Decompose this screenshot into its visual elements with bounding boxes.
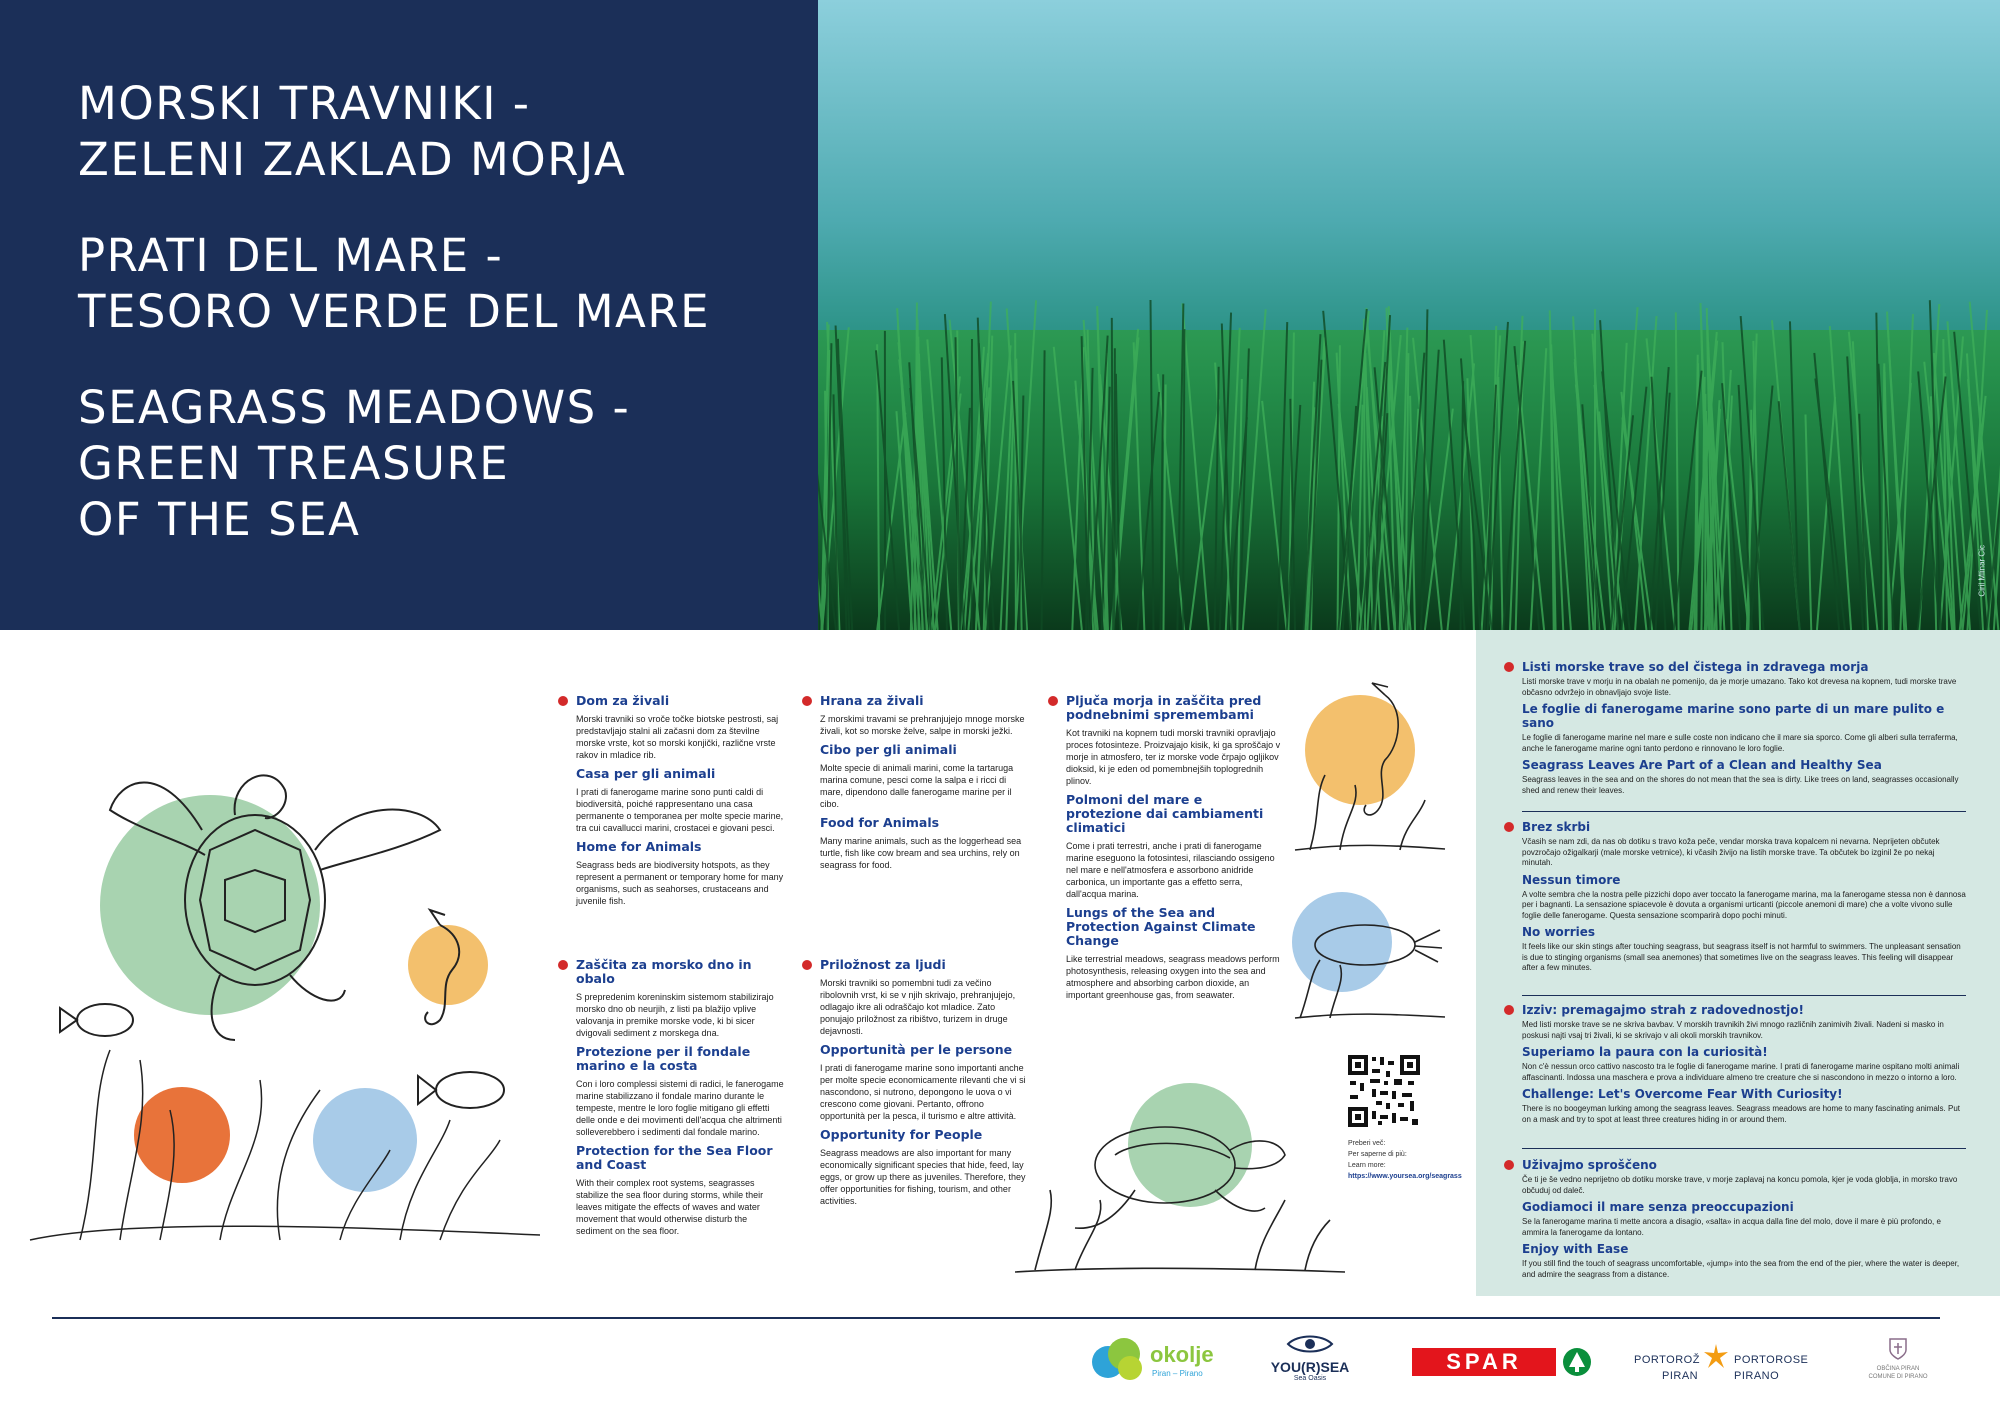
bullet-dot	[1504, 1005, 1514, 1015]
seagrass-photo	[818, 0, 2000, 630]
body-english: Seagrass meadows are also important for many economically significant species that hide, feed, lay eggs, or grow up there as juveniles. Therefore, they offer opportunities for fishing, tourism, and other activities.	[820, 1148, 1026, 1206]
body-english: Like terrestrial meadows, seagrass meadows perform photosynthesis, releasing oxygen into the sea and atmosphere and absorbing carbon dioxide, an important greenhouse gas, from seawater.	[1066, 954, 1280, 1000]
obcina-piran-logo	[1860, 1338, 1936, 1388]
tip-curiosity	[1522, 1003, 1966, 1128]
title-english	[78, 380, 630, 548]
starfish-orange	[134, 1087, 230, 1183]
heading-english: Seagrass Leaves Are Part of a Clean and Healthy Sea	[1522, 758, 1882, 772]
body-italian: Con i loro complessi sistemi di radici, le fanerogame marine stabilizzano il fondale marino durante le tempeste, mentre le loro foglie mitigano gli effetti delle onde e dei movimenti dell'acqua che altrimenti solleverebbero i sedimenti dal fondale marino.	[576, 1079, 784, 1137]
photo-credit: Ciril Mlinar Cic	[1978, 545, 1987, 597]
title-line: GREEN TREASURE	[78, 437, 510, 490]
heading-italian: Cibo per gli animali	[820, 742, 957, 757]
grass-blade	[1183, 329, 1184, 630]
bullet-dot	[1504, 662, 1514, 672]
section-home-for-animals	[576, 694, 786, 911]
qr-caption-it: Per saperne di più:	[1348, 1151, 1407, 1158]
heading-italian: Nessun timore	[1522, 872, 1621, 887]
portoroz-text-2: PORTOROSE	[1734, 1354, 1809, 1366]
body-italian: A volte sembra che la nostra pelle pizzichi dopo aver toccato la fanerogame marina, ma la fanerogame stessa non è dannosa per i bagnanti. La sensazione spiacevole è dovuta a organismi urticanti (piccole anemoni di mare) che a volte vivono sulle foglie delle fanerogame. Questa sensazione scomparirà dopo pochi minuti.	[1522, 889, 1966, 920]
heading-slovenian: Izziv: premagajmo strah z radovednostjo!	[1522, 1003, 1804, 1017]
spar-tree-icon	[1562, 1347, 1592, 1377]
bullet-dot	[1504, 1160, 1514, 1170]
spar-logo	[1412, 1348, 1596, 1376]
body-slovenian: Če ti je še vedno neprijetno ob dotiku morske trave, v morje zaplavaj na koncu pomola, kjer je voda globlja, in morsko travo občuduj od daleč.	[1522, 1175, 1958, 1195]
body-italian: Se la fanerogame marina ti mette ancora a disagio, «salta» in acqua dalla fine del molo, dove il mare è più profondo, e ammira la fanerogame da lontano.	[1522, 1217, 1941, 1237]
body-italian: Non c'è nessun orco cattivo nascosto tra le foglie di fanerogame marine. I prati di fanerogame marine ospitano molti animali affascinanti. Indossa una maschera e prova a individuare almeno tre creature che si nascondono in mezzo o intorno a loro.	[1522, 1062, 1960, 1082]
portoroz-star-icon	[1704, 1344, 1728, 1368]
seahorse-illustration	[1290, 665, 1450, 855]
title-line: ZELENI ZAKLAD MORJA	[78, 133, 627, 186]
body-english: It feels like our skin stings after touching seagrass, but seagrass itself is not harmful to swimmers. The unpleasant sensation is due to stinging organisms (small sea anemones) that sometimes live on the seagrass leaves. This feeling will disappear after a few minutes.	[1522, 942, 1961, 972]
bullet-dot	[802, 696, 812, 706]
bullet-dot	[1048, 696, 1058, 706]
body-english: With their complex root systems, seagrasses stabilize the sea floor during storms, while their leaves mitigate the effects of waves and water movement that would otherwise disturb the sediment on the sea floor.	[576, 1178, 764, 1236]
obcina-text-2: COMUNE DI PIRANO	[1868, 1374, 1928, 1380]
qr-code[interactable]	[1348, 1055, 1420, 1127]
spar-wordmark: SPAR	[1412, 1348, 1556, 1376]
tips-panel	[1476, 630, 2000, 1296]
heading-english: Food for Animals	[820, 815, 940, 830]
section-opportunity	[820, 958, 1030, 1211]
section-food-for-animals	[820, 694, 1030, 875]
heading-italian: Casa per gli animali	[576, 766, 716, 781]
heading-slovenian: Zaščita za morsko dno in obalo	[576, 957, 752, 986]
portoroz-text-4: PIRANO	[1734, 1370, 1780, 1382]
title-line: OF THE SEA	[78, 493, 361, 546]
body-italian: Come i prati terrestri, anche i prati di fanerogame marine eseguono la fotosintesi, rilasciando ossigeno nel mare e nell'atmosfera e assorbono anidride carbonica, un importante gas a effetto serra, dall'acqua marina.	[1066, 841, 1275, 899]
fish-drawing	[60, 1004, 504, 1108]
yoursea-name: YOU(R)SEA	[1270, 1359, 1350, 1375]
heading-slovenian: Dom za živali	[576, 693, 670, 708]
heading-italian: Opportunità per le persone	[820, 1042, 1013, 1057]
title-italian	[78, 228, 710, 340]
yoursea-sub: Sea Oasis	[1293, 1375, 1327, 1382]
heading-italian: Godiamoci il mare senza preoccupazioni	[1522, 1200, 1794, 1214]
heading-italian: Protezione per il fondale marino e la costa	[576, 1044, 751, 1073]
bullet-dot	[558, 696, 568, 706]
qr-link[interactable]: https://www.yoursea.org/seagrass	[1348, 1173, 1462, 1180]
heading-slovenian: Hrana za živali	[820, 693, 924, 708]
eye-icon	[1286, 1334, 1334, 1354]
body-italian: I prati di fanerogame marine sono importanti anche per molte specie economicamente rilevanti che vi si nascondono, si nutrono, depongono le uova o vi crescono come giovani. Pertanto, offrono opportunità per la pesca, il turismo e altre attività.	[820, 1063, 1026, 1121]
body-english: Many marine animals, such as the loggerhead sea turtle, fish like cow bream and sea urchins, rely on seagrass for food.	[820, 836, 1022, 870]
green-circle	[100, 795, 320, 1015]
body-slovenian: Listi morske trave v morju in na obalah ne pomenijo, da je morje umazano. Tako kot drevesa na kopnem, tudi morske trave občasno odvržejo in obnavljajo svoje liste.	[1522, 677, 1957, 697]
section-lungs-of-the-sea	[1066, 694, 1281, 1005]
body-english: Seagrass beds are biodiversity hotspots, as they represent a permanent or temporary home for many organisms, such as seahorses, crustaceans and juvenile fish.	[576, 860, 784, 906]
portoroz-text-3: PIRAN	[1662, 1370, 1699, 1382]
seagrass-photo-image	[818, 0, 2000, 630]
body-slovenian: Morski travniki so vroče točke biotske pestrosti, saj predstavljajo stalni ali začasni dom za številne morske vrste, kot so morski konjički, različne vrste rakov in mladice rib.	[576, 714, 779, 760]
title-line: PRATI DEL MARE -	[78, 229, 504, 282]
title-line: MORSKI TRAVNIKI -	[78, 77, 531, 130]
portoroz-logo	[1634, 1350, 1810, 1386]
heading-slovenian: Brez skrbi	[1522, 820, 1591, 834]
title-line: TESORO VERDE DEL MARE	[78, 285, 711, 338]
okolje-sub: Piran – Pirano	[1152, 1369, 1203, 1378]
heading-english: Lungs of the Sea and Protection Against Climate Change	[1066, 905, 1256, 948]
cuttlefish-illustration	[1290, 880, 1450, 1020]
body-slovenian: Med listi morske trave se ne skriva bavbav. V morskih travnikih živi mnogo različnih zanimivih živali. Nadeni si masko in poskusi najti vsaj tri živali, ki se skrivajo v ali okoli morskih travnikov.	[1522, 1020, 1944, 1040]
heading-slovenian: Listi morske trave so del čistega in zdravega morja	[1522, 660, 1869, 674]
bullet-dot	[558, 960, 568, 970]
heading-slovenian: Pljuča morja in zaščita pred podnebnimi spremembami	[1066, 693, 1262, 722]
divider	[1522, 811, 1966, 812]
coat-of-arms-icon	[1889, 1338, 1907, 1360]
footer-divider	[52, 1317, 1940, 1319]
bullet-dot	[1504, 822, 1514, 832]
grass-blade	[1114, 348, 1115, 630]
heading-english: No worries	[1522, 925, 1596, 939]
heading-english: Opportunity for People	[820, 1127, 983, 1142]
tip-enjoy	[1522, 1158, 1966, 1283]
sea-turtle-illustration	[1015, 1080, 1345, 1275]
title-slovenian	[78, 76, 626, 188]
divider	[1522, 995, 1966, 996]
body-italian: Le foglie di fanerogame marine nel mare e sulle coste non indicano che il mare sia sporco. Come gli alberi sulla terraferma, anche le fanerogame marine ogni tanto perdono e rinnovano le loro foglie.	[1522, 733, 1958, 753]
grass-drawing	[30, 1050, 540, 1240]
okolje-icon	[1090, 1336, 1146, 1382]
body-slovenian: Morski travniki so pomembni tudi za večino ribolovnih vrst, ki se v njih skrivajo, prehranjujejo, odlagajo ikre ali odraščajo kot mladice. Zato ponujajo priložnost za ribištvo, turizem in druge dejavnosti.	[820, 978, 1016, 1036]
body-italian: Molte specie di animali marini, come la tartaruga marina comune, pesci come la salpa e i ricci di mare, dipendono dalle fanerogame marine per il cibo.	[820, 763, 1014, 809]
body-slovenian: Kot travniki na kopnem tudi morski travniki opravljajo proces fotosinteze. Proizvajajo kisik, ki ga sproščajo v morje in atmosfero, ter iz morske vode črpajo ogljikov dioksid, ki je eden od pomembnejših toplogrednih plinov.	[1066, 728, 1281, 786]
portoroz-text-1: PORTOROŽ	[1634, 1354, 1700, 1366]
heading-english: Protection for the Sea Floor and Coast	[576, 1143, 773, 1172]
body-slovenian: S prepredenim koreninskim sistemom stabilizirajo morsko dno ob neurjih, z listi pa blažijo vplive valovanja in premike morske vode, ki bi sicer dvigovali sediment z morskega dna.	[576, 992, 774, 1038]
turtle-illustration	[20, 720, 560, 1260]
body-slovenian: Včasih se nam zdi, da nas ob dotiku s travo koža peče, vendar morska trava kopalcem ni nevarna. Neprijeten občutek povzročajo ožigalkarji (male morske vetrnice), ki včasih živijo na listih morske trave. Ta občutek bo izginil že po nekaj minutah.	[1522, 837, 1940, 867]
heading-english: Enjoy with Ease	[1522, 1242, 1629, 1256]
grass-blade	[1112, 318, 1113, 630]
divider	[1522, 1148, 1966, 1149]
body-english: If you still find the touch of seagrass uncomfortable, «jump» into the sea from the end of the pier, where the water is deeper, and admire the seagrass from a distance.	[1522, 1259, 1960, 1279]
bullet-dot	[802, 960, 812, 970]
section-protection	[576, 958, 786, 1241]
heading-english: Home for Animals	[576, 839, 702, 854]
yoursea-logo	[1262, 1334, 1358, 1390]
heading-slovenian: Priložnost za ljudi	[820, 957, 946, 972]
orange-circle	[408, 925, 488, 1005]
title-line: SEAGRASS MEADOWS -	[78, 381, 631, 434]
blue-circle	[313, 1088, 417, 1192]
tip-clean-sea	[1522, 660, 1966, 799]
heading-italian: Polmoni del mare e protezione dai cambiamenti climatici	[1066, 792, 1264, 835]
body-italian: I prati di fanerogame marine sono punti caldi di biodiversità, poiché rappresentano una casa permanente o temporanea per molte specie marine, tra cui cavallucci marini, crostacei e giovani pesci.	[576, 787, 784, 833]
okolje-name: okolje	[1150, 1342, 1214, 1367]
header-panel	[0, 0, 818, 630]
obcina-text-1: OBČINA PIRAN	[1876, 1366, 1920, 1372]
okolje-logo	[1090, 1336, 1220, 1386]
body-english: Seagrass leaves in the sea and on the shores do not mean that the sea is dirty. Like trees on land, seagrasses occasionally shed and renew their leaves.	[1522, 775, 1959, 795]
body-english: There is no boogeyman lurking among the seagrass leaves. Seagrass meadows are home to many fascinating animals. Put on a mask and try to spot at least three creatures hiding in or around them.	[1522, 1104, 1961, 1124]
grass-blade	[1883, 367, 1884, 631]
heading-italian: Le foglie di fanerogame marine sono parte di un mare pulito e sano	[1522, 702, 1945, 730]
qr-caption-sl: Preberi več:	[1348, 1140, 1386, 1147]
heading-english: Challenge: Let's Overcome Fear With Curiosity!	[1522, 1087, 1843, 1101]
body-slovenian: Z morskimi travami se prehranjujejo mnoge morske živali, kot so morske želve, salpe in morski ježki.	[820, 714, 1025, 736]
heading-italian: Superiamo la paura con la curiosità!	[1522, 1045, 1768, 1059]
qr-caption	[1348, 1138, 1478, 1182]
qr-caption-en: Learn more:	[1348, 1162, 1386, 1169]
heading-slovenian: Uživajmo sproščeno	[1522, 1158, 1657, 1172]
tip-no-worries	[1522, 820, 1966, 977]
